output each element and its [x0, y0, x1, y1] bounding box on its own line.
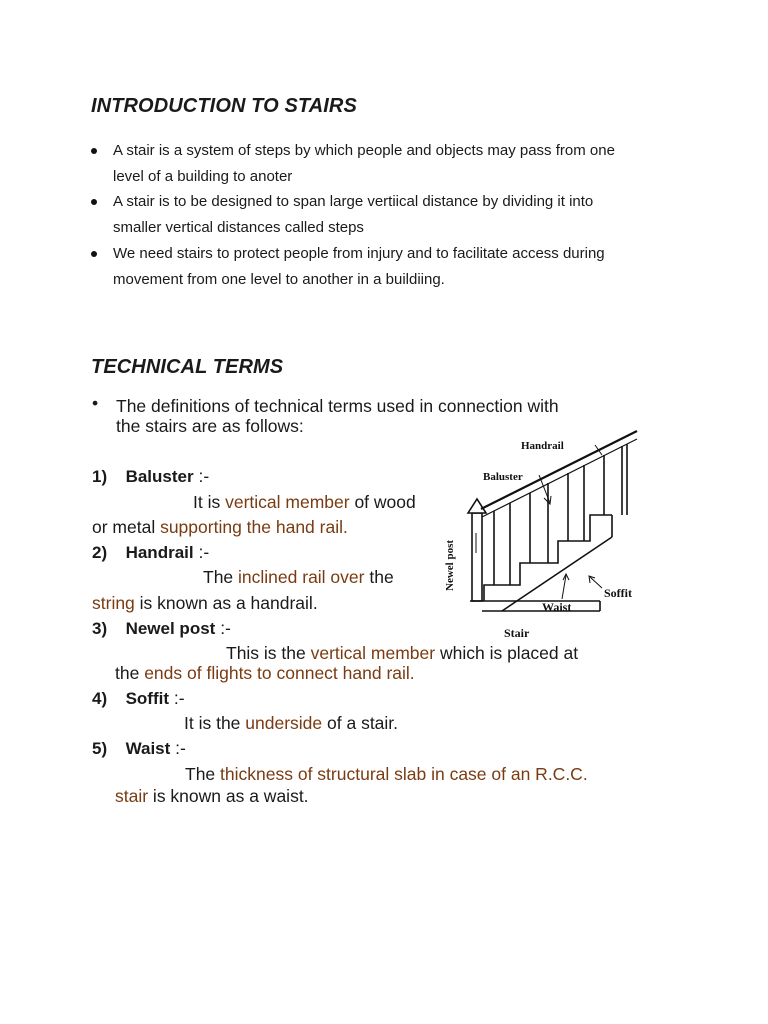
newel-post-cap	[468, 499, 486, 513]
technical-heading: TECHNICAL TERMS	[91, 356, 284, 378]
term-name: Handrail	[125, 543, 194, 562]
bullet-dot	[91, 199, 97, 205]
highlight-run: vertical member	[310, 643, 436, 663]
text-run: the	[115, 663, 145, 683]
label-waist: Waist	[542, 600, 572, 614]
highlight-run: vertical member	[225, 492, 350, 512]
highlight-run: ends of flights to connect hand rail.	[144, 663, 415, 683]
term-soffit-line1	[184, 713, 398, 734]
text-run: or metal	[92, 517, 161, 537]
term-number: 3)	[92, 619, 108, 638]
label-stair: Stair	[504, 626, 530, 637]
term-name: Newel post	[125, 619, 216, 638]
text-run: which is placed at	[435, 643, 579, 663]
highlight-run: underside	[245, 713, 323, 733]
bullet-dot	[91, 148, 97, 154]
term-waist-title	[92, 738, 186, 759]
intro-bullet-3-line2: movement from one level to another in a buildiing.	[113, 271, 445, 288]
term-name: Soffit	[125, 689, 170, 708]
highlight-run: stair	[115, 786, 149, 806]
term-separator: :-	[193, 542, 210, 562]
term-newel-post-title	[92, 618, 231, 639]
highlight-run: string	[92, 593, 135, 613]
intro-heading: INTRODUCTION TO STAIRS	[91, 95, 357, 117]
term-baluster-line2	[92, 517, 348, 538]
intro-bullet-3-line1: We need stairs to protect people from injury and to facilitate access during	[113, 245, 605, 262]
term-baluster-title	[92, 466, 209, 487]
term-name: Baluster	[125, 467, 194, 486]
highlight-run: supporting the hand rail.	[160, 517, 348, 537]
term-handrail-title	[92, 542, 209, 563]
term-number: 4)	[92, 689, 108, 708]
term-waist-line1	[185, 764, 588, 785]
label-newel-post: Newel post	[444, 539, 456, 591]
text-run: This is the	[226, 643, 311, 663]
bullet-dot	[91, 251, 97, 257]
text-run: of a stair.	[322, 713, 399, 733]
term-separator: :-	[170, 738, 186, 758]
highlight-run: inclined rail over	[238, 567, 365, 587]
text-run: It is	[193, 492, 226, 512]
technical-intro-line1: The definitions of technical terms used in connection with	[116, 396, 559, 416]
term-newel-post-line2	[115, 663, 415, 684]
label-soffit: Soffit	[604, 586, 632, 600]
term-newel-post-line1	[226, 643, 578, 664]
term-soffit-title	[92, 688, 185, 709]
newel-post	[472, 513, 482, 601]
text-run: the	[364, 567, 394, 587]
text-run: The	[185, 764, 221, 784]
term-name: Waist	[125, 739, 171, 758]
technical-intro-line2: the stairs are as follows:	[116, 416, 304, 436]
text-run: is known as a handrail.	[134, 593, 318, 613]
term-handrail-line1	[203, 567, 394, 588]
label-handrail: Handrail	[521, 440, 564, 452]
highlight-run: thickness of structural slab in case of an R.C.C.	[220, 764, 588, 784]
term-separator: :-	[169, 688, 185, 708]
text-run: of wood	[349, 492, 416, 512]
term-handrail-line2	[92, 593, 318, 614]
intro-bullet-1-line1: A stair is a system of steps by which people and objects may pass from one	[113, 142, 615, 159]
term-waist-line2	[115, 786, 309, 807]
term-number: 2)	[92, 543, 108, 562]
bullet-glyph: •	[92, 393, 99, 413]
text-run: is known as a waist.	[148, 786, 309, 806]
term-number: 1)	[92, 467, 108, 486]
text-run: The	[203, 567, 239, 587]
intro-bullet-2-line2: smaller vertical distances called steps	[113, 219, 364, 236]
label-baluster: Baluster	[483, 471, 523, 483]
term-separator: :-	[193, 466, 210, 486]
term-baluster-line1	[193, 492, 416, 513]
term-separator: :-	[215, 618, 231, 638]
intro-bullet-2-line1: A stair is to be designed to span large vertiical distance by dividing it into	[113, 193, 594, 210]
intro-bullet-1-line2: level of a building to anoter	[113, 168, 293, 185]
text-run: It is the	[184, 713, 246, 733]
term-number: 5)	[92, 739, 108, 758]
stair-diagram	[432, 425, 642, 637]
